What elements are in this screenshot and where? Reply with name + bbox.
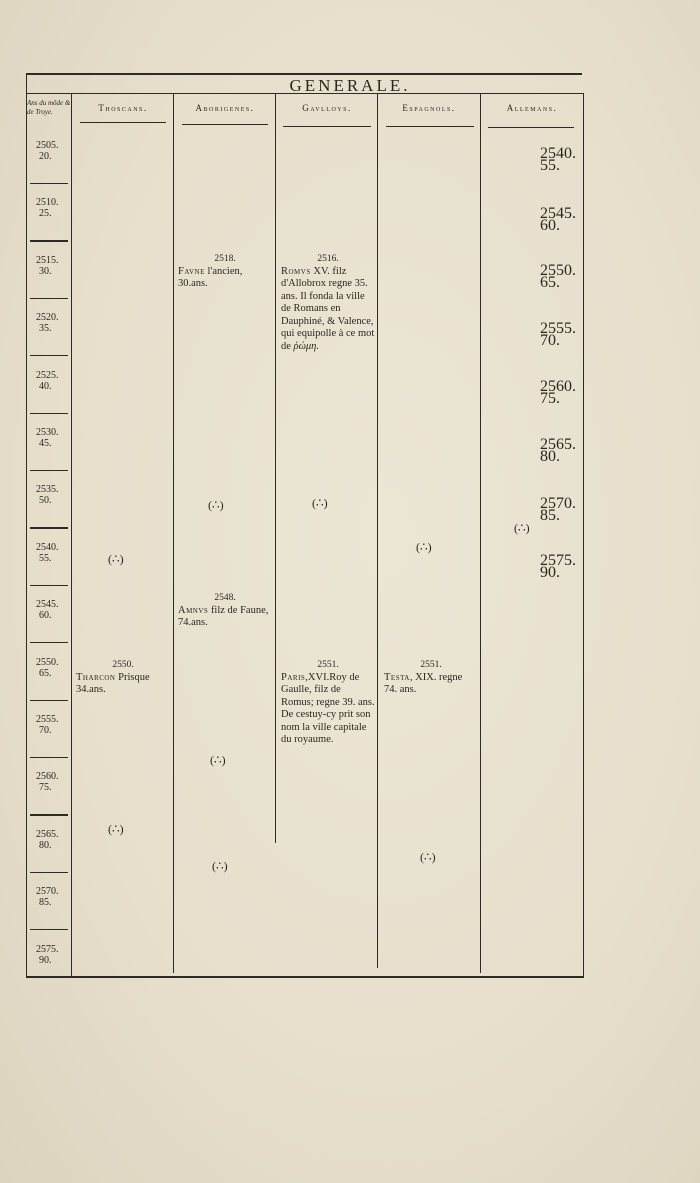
year-troy: 90. (39, 954, 52, 966)
year-row (36, 255, 70, 277)
entry-text: ,XVI.Roy de Gaulle, filz de Romus; regne 39. ans. De cestuy-cy prit son nom la ville capitale du royaume. (281, 671, 375, 745)
year-row (36, 427, 70, 449)
year-mundi: 2510. (36, 197, 59, 209)
divider-3 (377, 93, 378, 968)
colhead-underline-3 (283, 126, 371, 127)
year-row (36, 886, 70, 908)
year-separator (30, 527, 68, 528)
year-troy: 25. (39, 208, 52, 220)
entry-amnus (178, 592, 272, 630)
right-border (583, 93, 584, 977)
divider-2 (275, 93, 276, 843)
section-mark: (∴) (416, 540, 432, 554)
year-separator (30, 240, 68, 241)
year-separator (30, 298, 68, 299)
year-mundi: 2535. (36, 484, 59, 496)
year-row (36, 484, 70, 506)
year-troy: 70. (39, 725, 52, 736)
year-row (36, 599, 70, 621)
year-row (36, 542, 70, 564)
column-header-aborigenes: Aborigenes. (195, 103, 255, 113)
year-mundi: 2540. (36, 541, 59, 553)
section-mark: (∴) (108, 822, 124, 836)
year-separator (30, 700, 68, 701)
entry-year: 2550. (112, 660, 134, 670)
entry-faune (178, 253, 272, 291)
divider-1 (173, 93, 174, 973)
year-mundi: 2570. (36, 886, 59, 898)
column-header-espagnols: Espagnols. (402, 103, 456, 113)
section-mark: (∴) (312, 496, 328, 510)
column-header-allemans: Allemans. (506, 103, 558, 113)
bleed-through: 2540. 55. 2545. 60. 2550. 65. 2555. 70. 2560. 75. 2565. 80. 2570. 85. 2575. 90. (540, 145, 576, 581)
year-mundi: 2575. (36, 943, 59, 955)
entry-text: l'ancien, 30.ans. (178, 265, 243, 289)
year-troy: 80. (39, 839, 52, 851)
year-separator (30, 757, 68, 758)
entry-name: Favne (178, 265, 205, 277)
page-title: GENERALE. (289, 76, 411, 95)
year-row (36, 714, 70, 736)
year-troy: 85. (39, 897, 52, 909)
year-separator (30, 470, 68, 471)
year-mundi: 2515. (36, 254, 59, 266)
year-troy: 45. (39, 438, 52, 449)
column-header-thoscans: Thoscans. (98, 103, 148, 113)
bottom-rule (26, 976, 584, 978)
entry-name: Testa (384, 671, 410, 683)
section-mark: (∴) (210, 753, 226, 767)
year-troy: 40. (39, 380, 52, 392)
year-troy: 50. (39, 495, 52, 507)
year-separator (30, 183, 68, 184)
year-troy: 65. (39, 667, 52, 679)
year-troy: 60. (39, 610, 52, 622)
entry-testa (384, 659, 478, 697)
colhead-underline-5 (488, 127, 574, 128)
year-troy: 30. (39, 265, 52, 277)
entry-paris (281, 659, 375, 747)
section-mark: (∴) (212, 859, 228, 873)
year-troy: 55. (39, 552, 52, 564)
year-troy: 20. (39, 151, 52, 162)
year-row (36, 312, 70, 334)
entry-name: Tharcon (76, 671, 116, 683)
entry-text: filz de Faune, 74.ans. (178, 604, 269, 628)
entry-text: XV. filz d'Allobrox regne 35. ans. Il fonda la ville de Romans en Dauphiné, & Valence, qui equipolle à ce mot de (281, 265, 375, 352)
section-mark: (∴) (420, 850, 436, 864)
year-troy: 75. (39, 782, 52, 794)
year-row (36, 370, 70, 392)
year-troy: 35. (39, 323, 52, 335)
section-mark: (∴) (208, 498, 224, 512)
divider-years (71, 93, 72, 977)
entry-name: Paris (281, 671, 306, 683)
entry-text: Prisque 34.ans. (76, 671, 150, 695)
entry-name: Amnvs (178, 604, 209, 616)
year-mundi: 2505. (36, 140, 59, 151)
year-separator (30, 355, 68, 356)
column-header-gavlloys: Gavlloys. (302, 103, 352, 113)
year-mundi: 2555. (36, 714, 59, 725)
colhead-underline-4 (386, 126, 474, 127)
entry-year: 2551. (317, 660, 339, 670)
entry-year: 2548. (214, 593, 236, 603)
year-separator (30, 413, 68, 414)
section-mark: (∴) (108, 552, 124, 566)
entry-year: 2516. (317, 254, 339, 264)
year-separator (30, 814, 68, 815)
colhead-underline-2 (182, 124, 268, 125)
year-mundi: 2530. (36, 427, 59, 438)
year-mundi: 2560. (36, 771, 59, 783)
year-separator (30, 585, 68, 586)
entry-romus (281, 253, 375, 353)
entry-year: 2518. (214, 254, 236, 264)
year-row (36, 829, 70, 851)
entry-tharcon (76, 659, 170, 697)
year-column-header: Ans du mõde & de Troye. (27, 99, 71, 116)
top-rule (26, 73, 582, 75)
left-border (26, 73, 27, 977)
year-separator (30, 872, 68, 873)
year-row (36, 771, 70, 793)
year-mundi: 2565. (36, 828, 59, 840)
year-mundi: 2550. (36, 656, 59, 668)
year-mundi: 2545. (36, 599, 59, 611)
entry-text: , XIX. regne 74. ans. (384, 671, 463, 695)
year-separator (30, 642, 68, 643)
greek-word: ῥώμη. (293, 340, 320, 352)
year-row (36, 197, 70, 219)
year-separator (30, 929, 68, 930)
colhead-underline-1 (80, 122, 166, 123)
entry-name: Romvs (281, 265, 311, 277)
year-mundi: 2525. (36, 369, 59, 381)
divider-4 (480, 93, 481, 973)
year-mundi: 2520. (36, 312, 59, 324)
year-row (36, 140, 70, 162)
section-mark: (∴) (514, 521, 530, 535)
year-row (36, 944, 70, 966)
entry-year: 2551. (420, 660, 442, 670)
year-row (36, 657, 70, 679)
